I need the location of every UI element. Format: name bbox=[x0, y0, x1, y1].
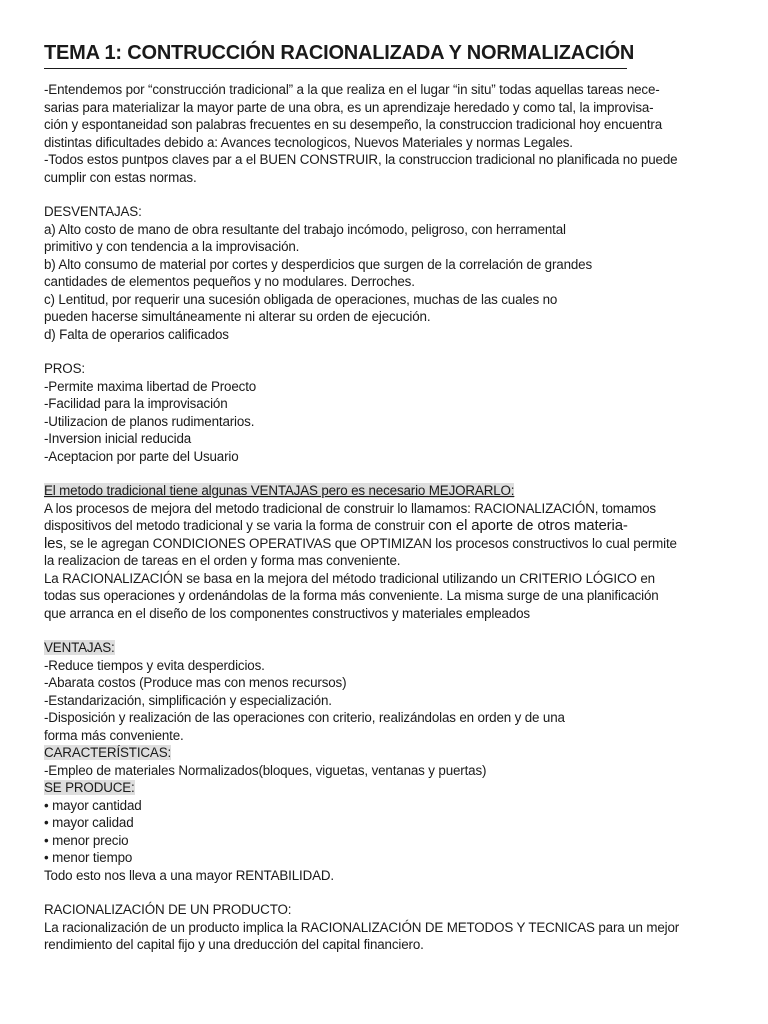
text-line: -Empleo de materiales Normalizados(bloques, viguetas, ventanas y puertas) bbox=[44, 762, 487, 778]
text-line: -Disposición y realización de las operaciones con criterio, realizándolas en orden y de una bbox=[44, 710, 565, 725]
text-fragment-large: les bbox=[44, 534, 63, 552]
list-item: • mayor cantidad bbox=[44, 797, 142, 813]
text-line: A los procesos de mejora del metodo tradicional de construir lo llamamos: RACIONALIZACIÓN, tomamos bbox=[44, 500, 656, 516]
text-line: primitivo y con tendencia a la improvisación. bbox=[44, 239, 300, 254]
text-line: -Inversion inicial reducida bbox=[44, 431, 192, 446]
document-page bbox=[44, 40, 734, 954]
desventajas-section bbox=[44, 203, 734, 343]
text-line: que arranca en el diseño de los componentes constructivos y materiales empleados bbox=[44, 605, 530, 621]
intro-paragraph bbox=[44, 81, 734, 186]
text-line: a) Alto costo de mano de obra resultante del trabajo incómodo, peligroso, con herramental bbox=[44, 221, 566, 237]
text-line: -Aceptacion por parte del Usuario bbox=[44, 448, 239, 464]
text-line: ción y espontaneidad son palabras frecuentes en su desempeño, la construccion tradicional hoy encuentra bbox=[44, 117, 663, 132]
section-heading: El metodo tradicional tiene algunas VENTAJAS pero es necesario MEJORARLO: bbox=[44, 483, 515, 498]
text-line: la realizacion de tareas en el orden y forma mas conveniente. bbox=[44, 553, 401, 568]
list-item: • mayor calidad bbox=[44, 815, 134, 830]
text-line: -Entendemos por “construcción tradicional” a la que realiza en el lugar “in situ” todas aquellas tareas nece- bbox=[44, 82, 660, 97]
section-heading: CARACTERÍSTICAS: bbox=[44, 745, 172, 760]
text-line: -Reduce tiempos y evita desperdicios. bbox=[44, 657, 265, 673]
text-line: rendimiento del capital fijo y una dreducción del capital financiero. bbox=[44, 937, 424, 952]
text-line: cumplir con estas normas. bbox=[44, 169, 197, 185]
section-heading: SE PRODUCE: bbox=[44, 780, 135, 795]
text-line bbox=[44, 517, 734, 535]
section-heading: PROS: bbox=[44, 361, 85, 376]
text-line: b) Alto consumo de material por cortes y desperdicios que surgen de la correlación de grandes bbox=[44, 256, 593, 272]
text-line: distintas dificultades debido a: Avances tecnologicos, Nuevos Materiales y normas Legales. bbox=[44, 134, 573, 150]
text-line: pueden hacerse simultáneamente ni alterar su orden de ejecución. bbox=[44, 309, 431, 324]
racionalizacion-section bbox=[44, 482, 734, 622]
text-fragment-large: con el aporte de otros materia- bbox=[428, 517, 628, 534]
text-line: -Permite maxima libertad de Proecto bbox=[44, 378, 257, 394]
text-line: -Todos estos puntpos claves par a el BUEN CONSTRUIR, la construccion tradicional no planificada no puede bbox=[44, 152, 678, 167]
text-line: -Estandarización, simplificación y especialización. bbox=[44, 692, 332, 708]
producto-section bbox=[44, 901, 734, 954]
text-line: sarias para materializar la mayor parte de una obra, es un aprendizaje heredado y como tal, la improvisa- bbox=[44, 99, 654, 115]
text-line: -Abarata costos (Produce mas con menos recursos) bbox=[44, 675, 347, 690]
text-line: La racionalización de un producto implica la RACIONALIZACIÓN DE METODOS Y TECNICAS para un mejor bbox=[44, 919, 680, 935]
text-line: Todo esto nos lleva a una mayor RENTABILIDAD. bbox=[44, 867, 334, 883]
text-line: -Utilizacion de planos rudimentarios. bbox=[44, 413, 255, 429]
section-heading: VENTAJAS: bbox=[44, 640, 115, 655]
section-heading: RACIONALIZACIÓN DE UN PRODUCTO: bbox=[44, 902, 292, 917]
se-produce-section bbox=[44, 779, 734, 884]
text-line bbox=[44, 535, 734, 553]
text-line: c) Lentitud, por requerir una sucesión obligada de operaciones, muchas de las cuales no bbox=[44, 291, 558, 307]
text-line: -Facilidad para la improvisación bbox=[44, 396, 228, 411]
section-heading: DESVENTAJAS: bbox=[44, 204, 142, 219]
text-fragment: dispositivos del metodo tradicional y se varia la forma de construir bbox=[44, 518, 429, 533]
text-fragment: , se le agregan CONDICIONES OPERATIVAS que OPTIMIZAN los procesos constructivos lo cual permite bbox=[62, 535, 677, 551]
list-item: • menor precio bbox=[44, 832, 129, 848]
text-line: forma más conveniente. bbox=[44, 727, 184, 743]
text-line: cantidades de elementos pequeños y no modulares. Derroches. bbox=[44, 274, 415, 289]
text-line: d) Falta de operarios calificados bbox=[44, 326, 229, 342]
pros-section bbox=[44, 360, 734, 465]
list-item: • menor tiempo bbox=[44, 850, 133, 865]
page-title: TEMA 1: CONTRUCCIÓN RACIONALIZADA Y NORMALIZACIÓN bbox=[44, 40, 627, 69]
ventajas-section bbox=[44, 639, 734, 744]
text-line: todas sus operaciones y ordenándolas de la forma más conveniente. La misma surge de una planificación bbox=[44, 588, 659, 603]
caracteristicas-section bbox=[44, 744, 734, 779]
text-line: La RACIONALIZACIÓN se basa en la mejora del método tradicional utilizando un CRITERIO LÓGICO en bbox=[44, 570, 655, 586]
